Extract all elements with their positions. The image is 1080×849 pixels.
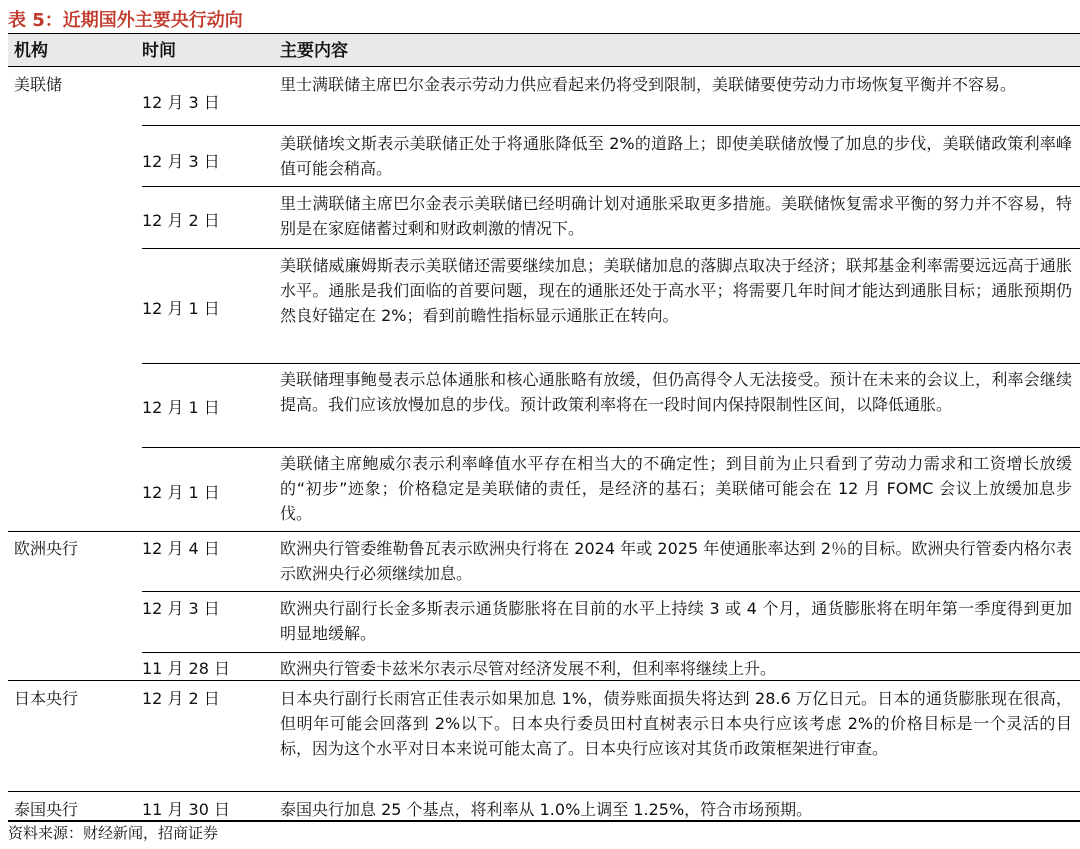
row-date: 11 月 30 日 xyxy=(142,800,230,819)
row-divider xyxy=(142,125,1080,126)
group-divider xyxy=(8,531,1080,532)
row-date: 12 月 1 日 xyxy=(142,398,220,417)
row-date: 12 月 3 日 xyxy=(142,599,220,618)
row-content: 美联储威廉姆斯表示美联储还需要继续加息；美联储加息的落脚点取决于经济；联邦基金利率需要远远高于通胀水平。通胀是我们面临的首要问题，现在的通胀还处于高水平；将需要几年时间才能达到通胀目标；通胀预期仍然良好锚定在 2%；看到前瞻性指标显示通胀正在转向。 xyxy=(280,256,1072,325)
row-divider xyxy=(142,591,1080,592)
table-title: 表 5：近期国外主要央行动向 xyxy=(8,10,243,31)
org-fed: 美联储 xyxy=(14,75,63,94)
row-content: 欧洲央行管委卡兹米尔表示尽管对经济发展不利，但利率将继续上升。 xyxy=(280,659,777,678)
header-org: 机构 xyxy=(14,41,48,61)
header-rule xyxy=(8,66,1080,67)
row-content: 美联储理事鲍曼表示总体通胀和核心通胀略有放缓，但仍高得令人无法接受。预计在未来的会议上，利率会继续提高。我们应该放慢加息的步伐。预计政策利率将在一段时间内保持限制性区间，以降低通胀。 xyxy=(280,370,1072,414)
row-date: 12 月 2 日 xyxy=(142,689,220,708)
row-divider xyxy=(142,652,1080,653)
source-note: 资料来源：财经新闻，招商证券 xyxy=(8,824,219,842)
row-divider xyxy=(142,186,1080,187)
row-content: 里士满联储主席巴尔金表示美联储已经明确计划对通胀采取更多措施。美联储恢复需求平衡的努力并不容易，特别是在家庭储蓄过剩和财政刺激的情况下。 xyxy=(280,194,1072,238)
row-divider xyxy=(142,447,1080,448)
row-divider xyxy=(142,363,1080,364)
row-content: 欧洲央行副行长金多斯表示通货膨胀将在目前的水平上持续 3 或 4 个月，通货膨胀将在明年第一季度得到更加明显地缓解。 xyxy=(280,599,1072,643)
group-divider xyxy=(8,791,1080,792)
header-time: 时间 xyxy=(142,41,176,61)
row-date: 12 月 1 日 xyxy=(142,483,220,502)
row-date: 11 月 28 日 xyxy=(142,659,230,678)
row-date: 12 月 1 日 xyxy=(142,299,220,318)
row-content: 泰国央行加息 25 个基点，将利率从 1.0%上调至 1.25%，符合市场预期。 xyxy=(280,800,813,819)
row-content: 日本央行副行长雨宫正佳表示如果加息 1%，债券账面损失将达到 28.6 万亿日元。日本的通货膨胀现在很高，但明年可能会回落到 2%以下。日本央行委员田村直树表示日本央行应该考虑 2%的价格目标是一个灵活的目标，因为这个水平对日本来说可能太高了。日本央行应该对其货币政策框架进行审查。 xyxy=(280,689,1072,758)
row-content: 美联储主席鲍威尔表示利率峰值水平存在相当大的不确定性；到目前为止只看到了劳动力需求和工资增长放缓的“初步”迹象；价格稳定是美联储的责任，是经济的基石；美联储可能会在 12 月 FOMC 会议上放缓加息步伐。 xyxy=(280,454,1072,523)
org-ecb: 欧洲央行 xyxy=(14,539,79,558)
row-divider xyxy=(142,248,1080,249)
org-boj: 日本央行 xyxy=(14,689,79,708)
header-content: 主要内容 xyxy=(280,41,348,61)
org-bot: 泰国央行 xyxy=(14,800,79,819)
row-date: 12 月 3 日 xyxy=(142,152,220,171)
row-date: 12 月 4 日 xyxy=(142,539,220,558)
row-date: 12 月 2 日 xyxy=(142,211,220,230)
row-content: 美联储埃文斯表示美联储正处于将通胀降低至 2%的道路上；即使美联储放慢了加息的步伐，美联储政策利率峰值可能会稍高。 xyxy=(280,134,1072,178)
group-divider xyxy=(8,680,1080,681)
row-content: 里士满联储主席巴尔金表示劳动力供应看起来仍将受到限制，美联储要使劳动力市场恢复平衡并不容易。 xyxy=(280,75,1017,94)
row-date: 12 月 3 日 xyxy=(142,93,220,112)
row-content: 欧洲央行管委维勒鲁瓦表示欧洲央行将在 2024 年或 2025 年使通胀率达到 2％的目标。欧洲央行管委内格尔表示欧洲央行必须继续加息。 xyxy=(280,539,1072,583)
